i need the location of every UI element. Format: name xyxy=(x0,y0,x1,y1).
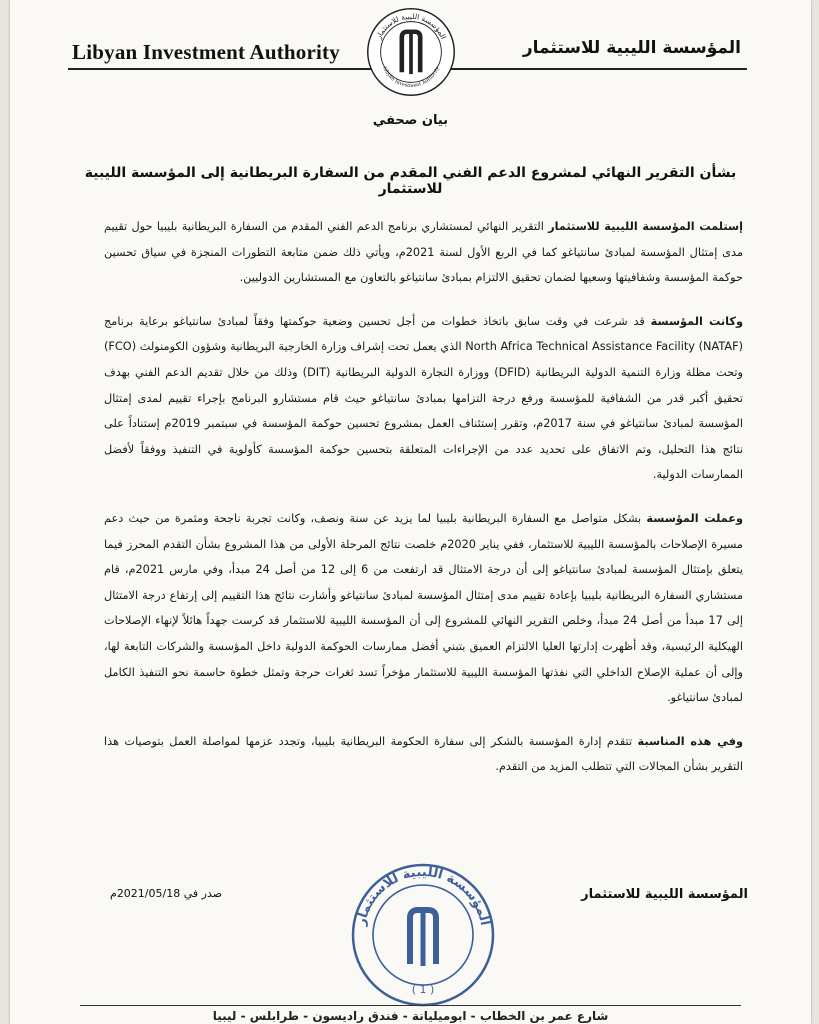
issue-date: صدر في 2021/05/18م xyxy=(110,887,223,900)
header-org-english: Libyan Investment Authority xyxy=(72,40,340,64)
paragraph xyxy=(104,729,743,780)
paragraph-text: تتقدم إدارة المؤسسة بالشكر إلى سفارة الحكومة البريطانية بليبيا، وتجدد عزمها لمواصلة العمل بتوصيات هذا التقرير بشأن المجالات التي تتطلب المزيد من التقدم. xyxy=(104,734,743,774)
paragraph-lead: وفي هذه المناسبة xyxy=(637,734,743,748)
footer-divider xyxy=(80,1005,741,1006)
paragraph-text: بشكل متواصل مع السفارة البريطانية بليبيا لما يزيد عن سنة ونصف، وكانت تجربة ناجحة ومثمرة من حيث دعم مسيرة الإصلاحات بالمؤسسة الليبية للاستثمار، ففي يناير 2020م خلصت نتائج المرحلة الأولى من هذا المشروع بشأن التقدم المحرز فيما يتعلق بإمتثال المؤسسة لمبادئ سانتياغو إلى أن درجة الامتثال قد ارتفعت من 6 إلى 12 من أصل 24 مبدأ، وفي مارس 2021م، قام مستشاري السفارة البريطانية بليبيا بإعادة تقييم مدى إمتثال المؤسسة لمبادئ سانتياغو وأشارت نتائج هذا التقييم إلى إرتفاع درجة الامتثال إلى 17 مبدأ من أصل 24 مبدأ، وخلص التقرير النهائي للمشروع إلى أن المؤسسة الليبية للاستثمار قد كرست جهداً هائلاً لإنهاء الإصلاحات الهيكلية الرئيسية، وقد أظهرت إدارتها العليا الالتزام العميق بتبني أفضل ممارسات الحوكمة الدولية داخل المؤسسة والشركات التابعة لها، وإلى أن عملية الإصلاح الداخلي التي نفذتها المؤسسة الليبية للاستثمار مؤخراً تسد ثغرات حرجة وتمثل خطوة حاسمة نحو التنفيذ الكامل لمبادئ سانتياغو. xyxy=(104,511,743,705)
header-org-arabic: المؤسسة الليبية للاستثمار xyxy=(522,38,741,58)
footer-address: شارع عمر بن الخطاب - ابوميليانة - فندق راديسون - طرابلس - ليبيا xyxy=(212,1009,609,1023)
document-title: بشأن التقرير النهائي لمشروع الدعم الفني المقدم من السفارة البريطانية إلى المؤسسة الليبية للاستثمار xyxy=(84,165,737,197)
signature-org: المؤسسة الليبية للاستثمار xyxy=(581,887,748,902)
document-type: بيان صحفي xyxy=(372,113,449,128)
document-page xyxy=(10,0,811,1024)
paragraph-lead: إستلمت المؤسسة الليبية للاستثمار xyxy=(548,220,743,233)
document-body xyxy=(104,214,743,798)
logo-text-english: Libyan Investment Authority xyxy=(381,65,441,89)
official-stamp-icon xyxy=(348,860,498,1010)
paragraph-text: قد شرعت في وقت سابق باتخاذ خطوات من أجل تحسين وضعية حوكمتها وفقاً لمبادئ سانتياغو برعاية برنامج (NATAF) North Africa Technical Assistance Facility الذي يعمل تحت إشراف وزارة الخارجية البريطانية وشؤون الكومنولث (FCO) وتحت مظلة وزارة التنمية الدولية البريطانية (DFID) ووزارة التجارة الدولية البريطانية (DIT) وذلك من خلال تقديم الدعم الفني بهدف تحقيق أكبر قدر من الشفافية للمؤسسة ورفع درجة التزامها بمبادئ سانتياغو حيث قام مستشارو البرنامج بإجراء تقييم لمدى إمتثال المؤسسة لمبادئ سانتياغو في سنة 2017م، وتقرر إستئناف العمل بمشروع تحسين حوكمة المؤسسة في سبتمبر 2019م إستناداً على نتائج هذا التحليل، وتم الاتفاق على تحديد عدد من الإجراءات المتعلقة بتحسين حوكمة المؤسسة كأولوية في التنفيذ ووفقاً لأفضل الممارسات الدولية. xyxy=(104,314,744,482)
lia-logo-icon xyxy=(365,6,457,98)
paragraph-lead: وعملت المؤسسة xyxy=(646,511,743,525)
paragraph-lead: وكانت المؤسسة xyxy=(650,314,744,328)
paragraph xyxy=(104,309,743,488)
stamp-text: المؤسسة الليبية للاستثمار xyxy=(353,864,493,927)
paragraph-text: التقرير النهائي لمستشاري برنامج الدعم الفني المقدم من السفارة البريطانية بليبيا حول تقييم مدى إمتثال المؤسسة لمبادئ سانتياغو كما في الربع الأول لسنة 2021م، ويأتي ذلك ضمن متابعة التطورات المنجزة في سياق تحسين حوكمة المؤسسة وشفافيتها وسعيها لضمان تحقيق الالتزام بمبادئ سانتياغو بالتعاون مع المستشارين الدوليين. xyxy=(104,220,744,285)
stamp-number: ( 1 ) xyxy=(411,983,435,996)
logo-text-arabic: المؤسسة الليبية للاستثمار xyxy=(373,11,449,41)
paragraph xyxy=(104,214,743,291)
paragraph xyxy=(104,506,743,711)
